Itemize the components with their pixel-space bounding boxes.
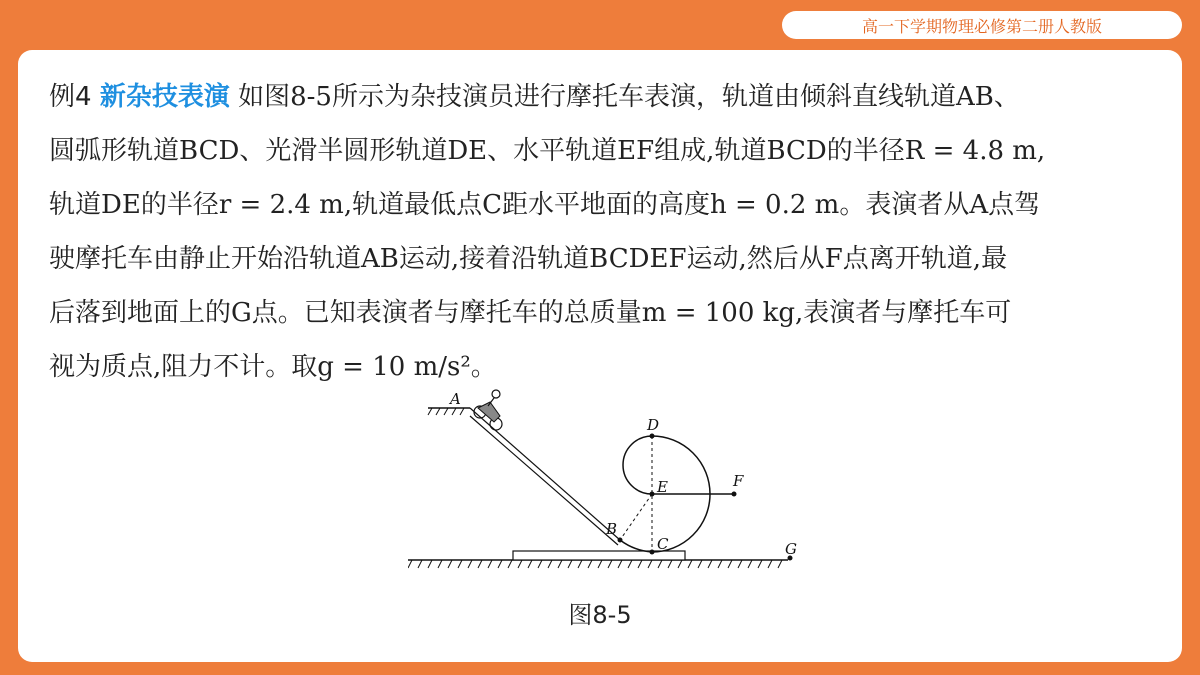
problem-line-4: 驶摩托车由静止开始沿轨道AB运动,接着沿轨道BCDEF运动,然后从F点离开轨道,最 bbox=[49, 244, 1008, 274]
point-c bbox=[650, 550, 655, 555]
ledge-hatching bbox=[428, 408, 464, 415]
point-d bbox=[650, 434, 655, 439]
problem-text bbox=[49, 70, 1159, 394]
example-number: 例4 bbox=[49, 82, 92, 112]
course-badge: 高一下学期物理必修第二册人教版 bbox=[782, 11, 1182, 39]
label-c: C bbox=[657, 535, 669, 553]
problem-line-1 bbox=[49, 70, 1159, 124]
figure-caption: 图8-5 bbox=[568, 601, 632, 629]
point-e bbox=[650, 492, 655, 497]
header-bar bbox=[0, 0, 1200, 48]
label-g: G bbox=[785, 540, 797, 558]
label-a: A bbox=[450, 390, 461, 408]
label-e: E bbox=[657, 478, 668, 496]
problem-line-3: 轨道DE的半径r = 2.4 m,轨道最低点C距水平地面的高度h = 0.2 m。表演者从A点驾 bbox=[49, 190, 1041, 220]
slide-card bbox=[18, 50, 1182, 662]
label-d: D bbox=[647, 416, 660, 434]
label-f: F bbox=[733, 472, 744, 490]
point-f bbox=[732, 492, 737, 497]
point-b bbox=[618, 538, 623, 543]
problem-line-2: 圆弧形轨道BCD、光滑半圆形轨道DE、水平轨道EF组成,轨道BCD的半径R = 4.8 m, bbox=[49, 136, 1046, 166]
incline-track-ab-inner bbox=[470, 416, 618, 545]
example-title: 新杂技表演 bbox=[99, 82, 230, 112]
problem-line-text: 如图8-5所示为杂技演员进行摩托车表演，轨道由倾斜直线轨道AB、 bbox=[238, 82, 1020, 112]
label-b: B bbox=[606, 520, 618, 538]
dashed-radius-eb bbox=[620, 494, 652, 540]
track-diagram bbox=[408, 382, 808, 582]
ground-hatching bbox=[408, 560, 782, 568]
problem-line-5: 后落到地面上的G点。已知表演者与摩托车的总质量m = 100 kg,表演者与摩托车可 bbox=[49, 298, 1012, 328]
semicircle-track-de bbox=[623, 436, 652, 494]
incline-track-ab bbox=[470, 408, 620, 540]
problem-line-6: 视为质点,阻力不计。取g = 10 m/s²。 bbox=[49, 352, 497, 382]
